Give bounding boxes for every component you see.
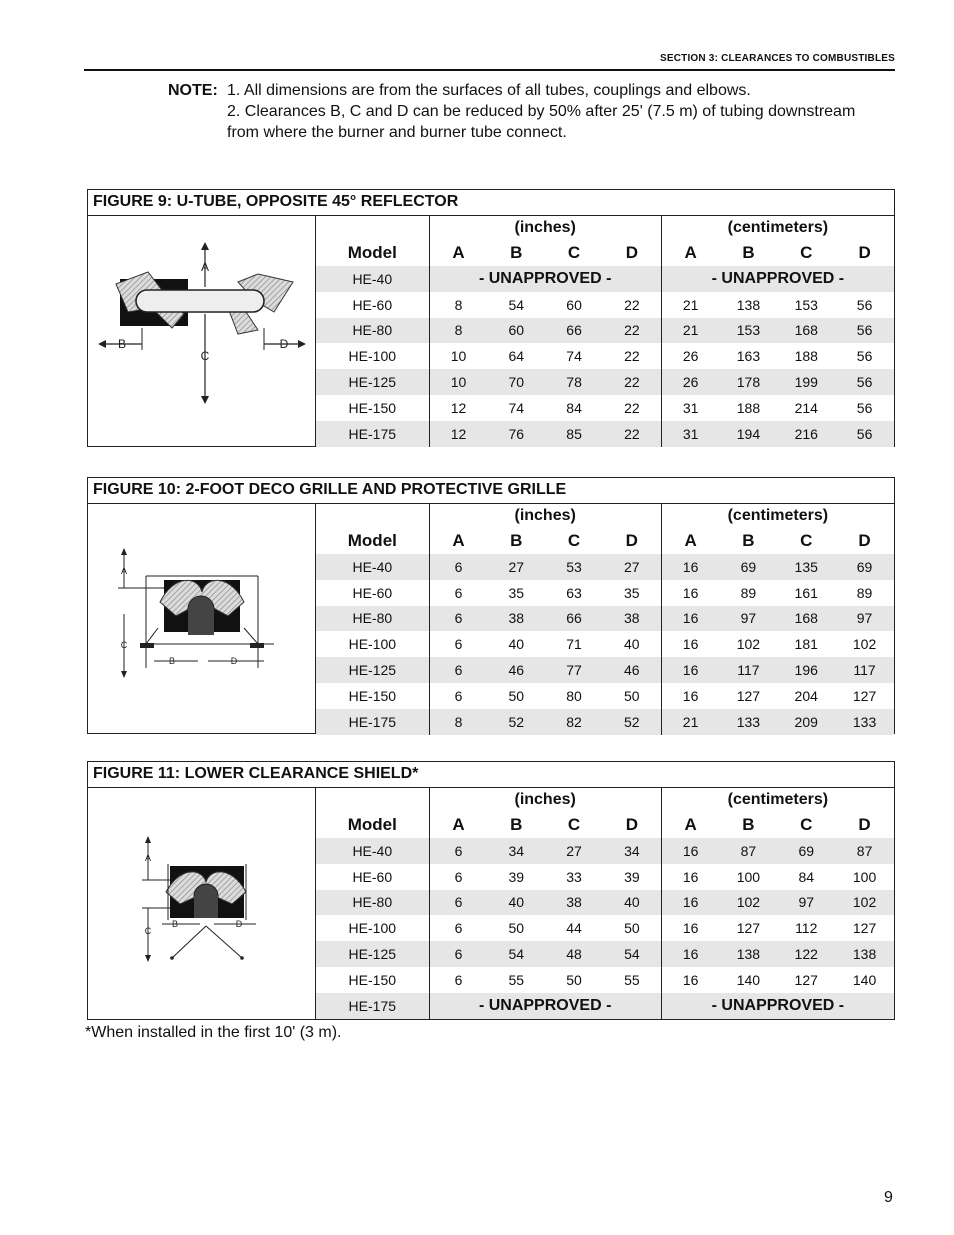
table-row	[316, 657, 894, 683]
cm-value-cell: 133	[835, 709, 894, 735]
inch-value-cell: 12	[450, 399, 467, 416]
figure-title: FIGURE 11: LOWER CLEARANCE SHIELD*	[88, 762, 894, 788]
column-header: A	[684, 815, 697, 834]
inch-value-cell: 54	[487, 941, 545, 967]
inch-value-cell: 66	[545, 606, 603, 632]
units-centimeters: (centimeters)	[727, 219, 829, 236]
inch-value-cell: 52	[603, 709, 661, 735]
column-header: A	[452, 531, 465, 550]
inch-value-cell: 38	[545, 890, 603, 916]
label-c: C	[144, 926, 152, 936]
cm-value-cell: 69	[835, 554, 894, 580]
cm-value-cell: 97	[777, 890, 835, 916]
inch-value-cell: 6	[429, 657, 487, 683]
cm-value-cell: 97	[719, 606, 777, 632]
model-cell: HE-60	[316, 580, 429, 606]
units-inches: (inches)	[429, 216, 661, 240]
table-row	[316, 580, 894, 606]
inch-value-cell: 6	[454, 687, 463, 704]
cm-value-cell: 138	[835, 941, 894, 967]
table-row	[316, 683, 894, 709]
header-row	[316, 528, 894, 554]
inch-value-cell: 53	[545, 554, 603, 580]
cm-value-cell: 188	[794, 348, 818, 365]
section-title: SECTION 3: CLEARANCES TO COMBUSTIBLES	[659, 53, 895, 64]
table-row	[316, 421, 894, 447]
table-row	[316, 709, 894, 735]
units-centimeters: (centimeters)	[727, 791, 829, 808]
cm-value-cell: 56	[856, 348, 873, 365]
inch-value-cell: 40	[487, 890, 545, 916]
inch-value-cell: 74	[508, 399, 525, 416]
inch-value-cell: 22	[603, 292, 661, 318]
table-row	[316, 292, 894, 318]
model-cell: HE-150	[316, 395, 429, 421]
inch-value-cell: 54	[603, 941, 661, 967]
model-cell: HE-125	[316, 657, 429, 683]
header-row	[316, 240, 894, 266]
inch-value-cell: 60	[487, 318, 545, 344]
cm-value-cell: 56	[835, 421, 894, 447]
unapproved-cell: - UNAPPROVED -	[661, 993, 894, 1019]
column-header: B	[742, 815, 755, 834]
label-d: D	[279, 337, 289, 351]
cm-value-cell: 56	[835, 318, 894, 344]
section-header	[84, 53, 895, 71]
figure-10	[87, 477, 895, 734]
model-cell: HE-80	[316, 318, 429, 344]
cm-value-cell: 16	[661, 554, 719, 580]
blank-cell	[316, 788, 429, 812]
cm-value-cell: 56	[856, 296, 873, 313]
inch-value-cell: 38	[603, 606, 661, 632]
cm-value-cell: 16	[682, 868, 699, 885]
cm-value-cell: 16	[661, 941, 719, 967]
inch-value-cell: 84	[566, 399, 582, 416]
cm-value-cell: 87	[720, 838, 778, 864]
column-header-model: Model	[316, 528, 429, 554]
inch-value-cell: 38	[487, 606, 545, 632]
inch-value-cell: 80	[566, 687, 582, 704]
inch-value-cell: 66	[545, 318, 603, 344]
deco-grille-diagram	[88, 504, 316, 733]
cm-value-cell: 204	[794, 687, 818, 704]
cm-value-cell: 127	[736, 687, 761, 704]
cm-value-cell: 26	[682, 348, 699, 365]
inch-value-cell: 22	[603, 318, 661, 344]
cm-value-cell: 138	[736, 296, 761, 313]
table-row	[316, 266, 894, 292]
inch-value-cell: 27	[603, 554, 661, 580]
table-row	[316, 864, 894, 890]
inch-value-cell: 6	[454, 971, 463, 988]
column-header: A	[684, 243, 697, 262]
model-cell: HE-80	[316, 890, 429, 916]
cm-value-cell: 21	[682, 296, 699, 313]
inch-value-cell: 71	[566, 636, 582, 653]
column-header: C	[567, 815, 581, 834]
model-cell: HE-40	[316, 554, 429, 580]
cm-value-cell: 196	[777, 657, 835, 683]
inch-value-cell: 34	[487, 838, 545, 864]
table-row	[316, 554, 894, 580]
cm-value-cell: 163	[736, 348, 761, 365]
cm-value-cell: 127	[852, 687, 877, 704]
label-d: D	[235, 919, 243, 929]
cm-value-cell: 16	[661, 657, 719, 683]
inch-value-cell: 6	[454, 584, 463, 601]
clearance-table	[316, 788, 894, 1019]
inch-value-cell: 10	[429, 369, 487, 395]
inch-value-cell: 22	[603, 369, 661, 395]
cm-value-cell: 102	[835, 890, 894, 916]
inch-value-cell: 6	[429, 890, 487, 916]
column-header: B	[510, 243, 523, 262]
inch-value-cell: 77	[545, 657, 603, 683]
label-b: B	[168, 656, 176, 666]
cm-value-cell: 16	[682, 636, 699, 653]
inch-value-cell: 6	[454, 636, 463, 653]
model-cell: HE-175	[316, 421, 429, 447]
inch-value-cell: 6	[429, 606, 487, 632]
column-header: C	[800, 531, 813, 550]
cm-value-cell: 31	[661, 421, 719, 447]
inch-value-cell: 22	[603, 421, 661, 447]
cm-value-cell: 56	[856, 399, 873, 416]
inch-value-cell: 6	[454, 868, 463, 885]
cm-value-cell: 214	[794, 399, 818, 416]
inch-value-cell: 39	[603, 864, 661, 890]
unapproved-cell: - UNAPPROVED -	[429, 993, 661, 1019]
cm-value-cell: 16	[661, 890, 719, 916]
table-row	[316, 967, 894, 993]
label-a: A	[144, 853, 152, 863]
column-header: C	[567, 531, 581, 550]
inch-value-cell: 6	[429, 941, 487, 967]
column-header: D	[858, 531, 871, 550]
cm-value-cell: 153	[794, 296, 818, 313]
cm-value-cell: 21	[661, 709, 719, 735]
unapproved-cell: - UNAPPROVED -	[429, 266, 661, 292]
inch-value-cell: 6	[454, 920, 463, 937]
cm-value-cell: 117	[835, 657, 894, 683]
cm-value-cell: 117	[719, 657, 777, 683]
note-label: NOTE:	[168, 82, 218, 99]
figure-11	[87, 761, 895, 1020]
inch-value-cell: 55	[603, 967, 661, 993]
model-cell: HE-175	[316, 993, 429, 1019]
inch-value-cell: 74	[566, 348, 582, 365]
inch-value-cell: 34	[603, 838, 661, 864]
cm-value-cell: 84	[798, 868, 815, 885]
column-header: A	[452, 815, 465, 834]
inch-value-cell: 50	[566, 971, 582, 988]
inch-value-cell: 55	[508, 971, 525, 988]
model-cell: HE-100	[316, 343, 429, 369]
note-line-1: 1. All dimensions are from the surfaces of all tubes, couplings and elbows.	[227, 82, 751, 99]
label-d: D	[230, 656, 238, 666]
column-header: D	[603, 528, 661, 554]
inch-value-cell: 52	[487, 709, 545, 735]
inch-value-cell: 46	[487, 657, 545, 683]
column-header: D	[858, 815, 871, 834]
cm-value-cell: 140	[736, 971, 761, 988]
inch-value-cell: 78	[545, 369, 603, 395]
header-row	[316, 812, 894, 838]
inch-value-cell: 50	[508, 920, 525, 937]
cm-value-cell: 89	[856, 584, 873, 601]
cm-value-cell: 127	[794, 971, 818, 988]
cm-value-cell: 122	[777, 941, 835, 967]
note-line-3: from where the burner and burner tube connect.	[227, 124, 567, 141]
label-b: B	[171, 919, 179, 929]
cm-value-cell: 135	[777, 554, 835, 580]
inch-value-cell: 82	[545, 709, 603, 735]
figure-title: FIGURE 9: U-TUBE, OPPOSITE 45° REFLECTOR	[88, 190, 894, 216]
table-row	[316, 941, 894, 967]
inch-value-cell: 27	[545, 838, 603, 864]
label-a: A	[200, 260, 210, 274]
cm-value-cell: 188	[736, 399, 761, 416]
cm-value-cell: 161	[794, 584, 818, 601]
table-row	[316, 915, 894, 941]
column-header: D	[858, 243, 871, 262]
cm-value-cell: 69	[719, 554, 777, 580]
label-a: A	[120, 566, 128, 576]
footnote: *When installed in the first 10' (3 m).	[85, 1024, 342, 1041]
table-row	[316, 318, 894, 344]
cm-value-cell: 140	[852, 971, 877, 988]
label-c: C	[200, 349, 210, 363]
cm-value-cell: 100	[852, 868, 877, 885]
inch-value-cell: 12	[429, 421, 487, 447]
model-cell: HE-175	[316, 709, 429, 735]
cm-value-cell: 16	[682, 584, 699, 601]
cm-value-cell: 102	[852, 636, 877, 653]
u-tube-reflector-diagram	[88, 216, 316, 446]
inch-value-cell: 54	[508, 296, 525, 313]
table-row	[316, 369, 894, 395]
cm-value-cell: 127	[852, 920, 877, 937]
model-cell: HE-150	[316, 967, 429, 993]
inch-value-cell: 22	[603, 395, 661, 421]
clearance-table	[316, 504, 894, 735]
cm-value-cell: 26	[661, 369, 719, 395]
cm-value-cell: 89	[740, 584, 757, 601]
inch-value-cell: 35	[508, 584, 525, 601]
cm-value-cell: 16	[682, 920, 699, 937]
column-header-model: Model	[316, 812, 429, 838]
inch-value-cell: 27	[487, 554, 545, 580]
model-cell: HE-100	[316, 915, 429, 941]
units-centimeters: (centimeters)	[727, 507, 829, 524]
cm-value-cell: 16	[682, 687, 699, 704]
units-inches: (inches)	[429, 788, 661, 812]
model-cell: HE-125	[316, 941, 429, 967]
inch-value-cell: 40	[508, 636, 525, 653]
inch-value-cell: 63	[566, 584, 582, 601]
cm-value-cell: 168	[777, 318, 835, 344]
note-line-2: 2. Clearances B, C and D can be reduced by 50% after 25' (7.5 m) of tubing downstream	[227, 103, 856, 120]
inch-value-cell: 64	[508, 348, 525, 365]
cm-value-cell: 216	[777, 421, 835, 447]
column-header: D	[603, 240, 661, 266]
column-header: C	[567, 243, 581, 262]
column-header: A	[452, 243, 465, 262]
units-row	[316, 788, 894, 812]
cm-value-cell: 168	[777, 606, 835, 632]
lower-shield-diagram	[88, 788, 316, 1019]
model-cell: HE-60	[316, 292, 429, 318]
column-header: D	[603, 812, 661, 838]
table-row	[316, 890, 894, 916]
inch-value-cell: 8	[454, 296, 463, 313]
model-cell: HE-40	[316, 838, 429, 864]
cm-value-cell: 31	[682, 399, 699, 416]
table-row	[316, 343, 894, 369]
cm-value-cell: 194	[720, 421, 778, 447]
inch-value-cell: 8	[429, 709, 487, 735]
column-header: B	[742, 531, 755, 550]
inch-value-cell: 6	[429, 838, 487, 864]
units-row	[316, 504, 894, 528]
inch-value-cell: 46	[603, 657, 661, 683]
cm-value-cell: 138	[720, 941, 778, 967]
model-cell: HE-40	[316, 266, 429, 292]
inch-value-cell: 50	[603, 915, 661, 941]
units-row	[316, 216, 894, 240]
cm-value-cell: 16	[661, 838, 719, 864]
page-number: 9	[884, 1189, 893, 1206]
cm-value-cell: 100	[736, 868, 761, 885]
cm-value-cell: 69	[777, 838, 835, 864]
cm-value-cell: 181	[794, 636, 818, 653]
blank-cell	[316, 216, 429, 240]
table-row	[316, 838, 894, 864]
model-cell: HE-80	[316, 606, 429, 632]
column-header: A	[684, 531, 697, 550]
cm-value-cell: 16	[682, 971, 699, 988]
figure-9	[87, 189, 895, 447]
inch-value-cell: 33	[566, 868, 582, 885]
cm-value-cell: 102	[736, 636, 761, 653]
inch-value-cell: 22	[603, 343, 661, 369]
unapproved-cell: - UNAPPROVED -	[661, 266, 894, 292]
inch-value-cell: 76	[487, 421, 545, 447]
label-c: C	[120, 640, 128, 650]
inch-value-cell: 39	[508, 868, 525, 885]
model-cell: HE-125	[316, 369, 429, 395]
inch-value-cell: 44	[566, 920, 582, 937]
table-row	[316, 395, 894, 421]
cm-value-cell: 199	[777, 369, 835, 395]
column-header: B	[510, 531, 523, 550]
inch-value-cell: 60	[566, 296, 582, 313]
cm-value-cell: 87	[835, 838, 894, 864]
cm-value-cell: 112	[795, 920, 818, 937]
inch-value-cell: 40	[603, 890, 661, 916]
inch-value-cell: 6	[429, 554, 487, 580]
inch-value-cell: 35	[603, 580, 661, 606]
cm-value-cell: 102	[720, 890, 778, 916]
column-header: C	[800, 815, 813, 834]
model-cell: HE-100	[316, 631, 429, 657]
column-header-model: Model	[316, 240, 429, 266]
table-row	[316, 993, 894, 1019]
clearance-table	[316, 216, 894, 447]
cm-value-cell: 21	[661, 318, 719, 344]
table-row	[316, 606, 894, 632]
inch-value-cell: 85	[545, 421, 603, 447]
units-inches: (inches)	[429, 504, 661, 528]
figure-title: FIGURE 10: 2-FOOT DECO GRILLE AND PROTECTIVE GRILLE	[88, 478, 894, 504]
model-cell: HE-60	[316, 864, 429, 890]
inch-value-cell: 40	[603, 631, 661, 657]
inch-value-cell: 70	[487, 369, 545, 395]
inch-value-cell: 10	[450, 348, 467, 365]
column-header: C	[800, 243, 813, 262]
column-header: B	[510, 815, 523, 834]
inch-value-cell: 50	[603, 683, 661, 709]
cm-value-cell: 178	[720, 369, 778, 395]
cm-value-cell: 153	[720, 318, 778, 344]
cm-value-cell: 97	[835, 606, 894, 632]
inch-value-cell: 48	[545, 941, 603, 967]
cm-value-cell: 127	[736, 920, 761, 937]
model-cell: HE-150	[316, 683, 429, 709]
cm-value-cell: 16	[661, 606, 719, 632]
inch-value-cell: 50	[508, 687, 525, 704]
cm-value-cell: 56	[835, 369, 894, 395]
label-b: B	[117, 337, 127, 351]
table-row	[316, 631, 894, 657]
blank-cell	[316, 504, 429, 528]
inch-value-cell: 8	[429, 318, 487, 344]
column-header: B	[742, 243, 755, 262]
cm-value-cell: 209	[777, 709, 835, 735]
cm-value-cell: 133	[719, 709, 777, 735]
